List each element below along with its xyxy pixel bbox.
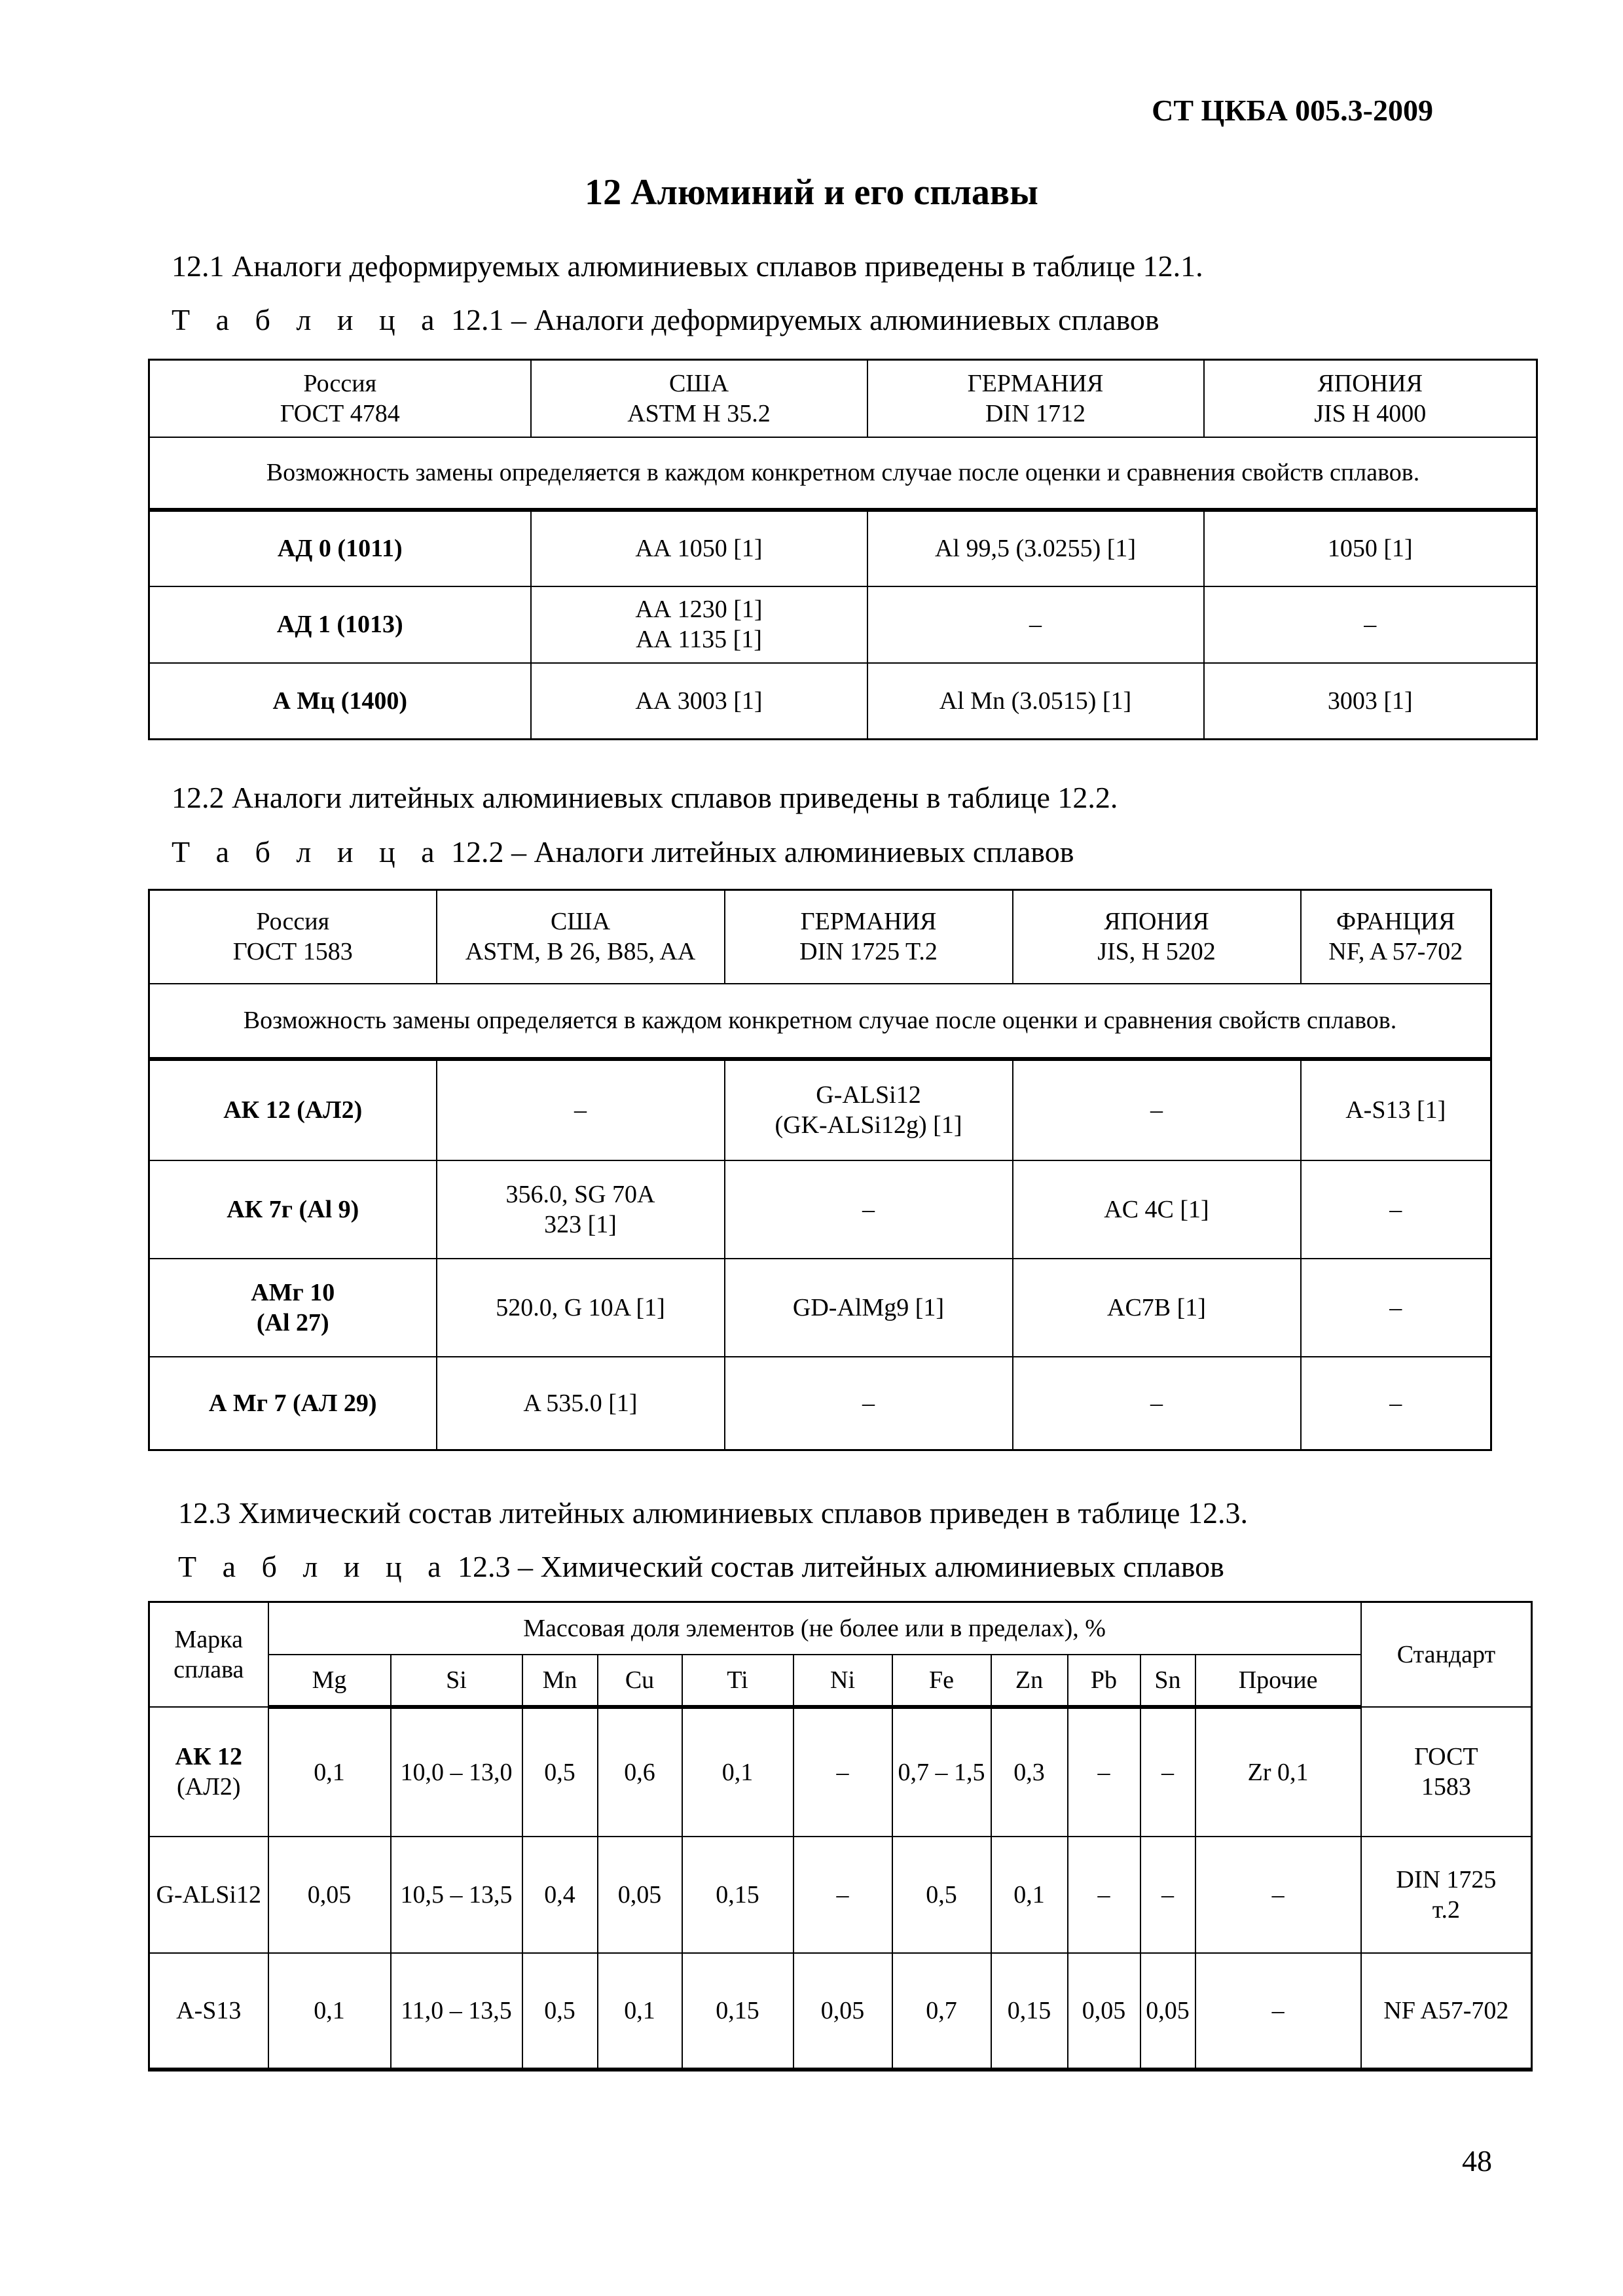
column-header-2 — [867, 360, 1204, 437]
composition-cell: 0,7 – 1,5 — [892, 1707, 991, 1837]
alloy-grade-cell — [149, 663, 531, 740]
alloy-grade-cell — [149, 1953, 268, 2070]
column-header-2 — [725, 890, 1013, 984]
cell-text: ГОСТ 1583 — [232, 938, 353, 966]
grade-header — [149, 1602, 268, 1707]
cell-text: ГЕРМАНИЯ — [800, 908, 937, 936]
composition-cell: 0,1 — [268, 1953, 391, 2070]
cell-text: DIN 1712 — [985, 399, 1086, 427]
cell-text: NF A57-702 — [1383, 1996, 1509, 2024]
composition-cell: 0,1 — [268, 1707, 391, 1837]
alloy-grade-cell — [149, 586, 531, 663]
table-row — [149, 1259, 1491, 1357]
cell-text: A 535.0 [1] — [523, 1389, 638, 1417]
cell-text: АК 12 (АЛ2) — [223, 1096, 363, 1124]
analog-cell — [867, 510, 1204, 586]
element-header: Mn — [522, 1655, 598, 1707]
cell-text: JIS, H 5202 — [1097, 938, 1216, 966]
substitution-note: Возможность замены определяется в каждом конкретном случае после оценки и сравнения свойств сплавов. — [149, 437, 1537, 510]
analog-cell — [1013, 1259, 1301, 1357]
table-row — [149, 586, 1537, 663]
composition-cell: 0,4 — [522, 1837, 598, 1953]
composition-cell: – — [1068, 1837, 1140, 1953]
cell-text: АК 12 — [175, 1742, 242, 1770]
cell-text: АК 7г (Al 9) — [227, 1195, 359, 1223]
cell-text: – — [1150, 1096, 1163, 1124]
table-12-3 — [148, 1601, 1533, 2072]
analog-cell — [1204, 586, 1537, 663]
composition-cell: 0,05 — [268, 1837, 391, 1953]
table-row — [149, 1059, 1491, 1160]
composition-cell: – — [793, 1837, 892, 1953]
composition-cell: 0,3 — [991, 1707, 1068, 1837]
cell-text: Марка — [174, 1625, 243, 1653]
composition-cell: 10,5 – 13,5 — [391, 1837, 522, 1953]
cell-text: т.2 — [1432, 1895, 1461, 1924]
table-row — [149, 663, 1537, 740]
analog-cell — [1204, 663, 1537, 740]
element-header: Pb — [1068, 1655, 1140, 1707]
analog-cell — [1301, 1259, 1491, 1357]
composition-cell: 0,05 — [793, 1953, 892, 2070]
analog-cell — [437, 1160, 725, 1259]
composition-cell: – — [1195, 1953, 1361, 2070]
analog-cell — [437, 1357, 725, 1450]
cell-text: АД 1 (1013) — [276, 611, 403, 638]
composition-cell: 0,15 — [682, 1837, 793, 1953]
alloy-grade-cell — [149, 510, 531, 586]
analog-cell — [1301, 1160, 1491, 1259]
analog-cell — [531, 510, 867, 586]
cell-text: 323 [1] — [544, 1210, 617, 1238]
element-header: Zn — [991, 1655, 1068, 1707]
cell-text: 356.0, SG 70A — [505, 1180, 655, 1208]
analog-cell — [725, 1160, 1013, 1259]
cell-text: – — [1389, 1195, 1402, 1223]
composition-cell: – — [1195, 1837, 1361, 1953]
cell-text: 520.0, G 10A [1] — [496, 1293, 665, 1321]
column-header-1 — [531, 360, 867, 437]
cell-text: сплава — [173, 1655, 244, 1683]
composition-cell: Zr 0,1 — [1195, 1707, 1361, 1837]
cell-text: – — [1389, 1293, 1402, 1321]
table-12-2 — [148, 889, 1492, 1451]
cell-text: G-ALSi12 — [816, 1081, 921, 1109]
cell-text: G-ALSi12 — [156, 1880, 261, 1909]
cell-text: – — [862, 1389, 875, 1417]
table-note-row — [149, 984, 1491, 1059]
cell-text: АА 1135 [1] — [636, 626, 762, 653]
element-header: Si — [391, 1655, 522, 1707]
analog-cell — [867, 586, 1204, 663]
alloy-grade-cell — [149, 1259, 437, 1357]
standard-cell — [1361, 1707, 1532, 1837]
caption-prefix: Т а б л и ц а — [172, 303, 444, 336]
composition-cell: 0,15 — [682, 1953, 793, 2070]
element-header: Ti — [682, 1655, 793, 1707]
composition-cell: 0,1 — [598, 1953, 682, 2070]
cell-text: 1583 — [1421, 1772, 1471, 1801]
column-header-4 — [1301, 890, 1491, 984]
column-header-3 — [1204, 360, 1537, 437]
element-header: Ni — [793, 1655, 892, 1707]
composition-cell: 0,7 — [892, 1953, 991, 2070]
cell-text: ГОСТ 4784 — [280, 399, 400, 427]
substitution-note: Возможность замены определяется в каждом конкретном случае после оценки и сравнения свойств сплавов. — [149, 984, 1491, 1059]
cell-text: – — [1029, 611, 1042, 638]
cell-text: AC 4C [1] — [1104, 1195, 1209, 1223]
element-header: Прочие — [1195, 1655, 1361, 1707]
cell-text: Россия — [303, 369, 377, 397]
paragraph-12-2: 12.2 Аналоги литейных алюминиевых сплавов приведены в таблице 12.2. — [172, 781, 1118, 814]
elements-header-row — [149, 1655, 1532, 1707]
cell-text: ЯПОНИЯ — [1104, 908, 1209, 936]
cell-text: A-S13 — [176, 1996, 242, 2024]
alloy-grade-cell — [149, 1160, 437, 1259]
analog-cell — [725, 1259, 1013, 1357]
composition-cell: – — [1140, 1837, 1195, 1953]
table-12-1 — [148, 359, 1538, 740]
cell-text: АА 1230 [1] — [635, 596, 763, 623]
composition-cell: 0,5 — [522, 1953, 598, 2070]
cell-text: JIS H 4000 — [1314, 399, 1427, 427]
cell-text: A-S13 [1] — [1345, 1096, 1446, 1124]
cell-text: АА 1050 [1] — [635, 535, 763, 562]
composition-cell: 0,05 — [1140, 1953, 1195, 2070]
section-title: 12 Алюминий и его сплавы — [585, 172, 1038, 213]
composition-cell: 0,05 — [1068, 1953, 1140, 2070]
cell-text: А Мц (1400) — [272, 687, 407, 715]
element-header: Sn — [1140, 1655, 1195, 1707]
standard-header: Стандарт — [1361, 1602, 1532, 1707]
cell-text: АМг 10 — [251, 1278, 335, 1306]
cell-text: NF, A 57-702 — [1328, 938, 1463, 966]
caption-text: 12.3 – Химический состав литейных алюминиевых сплавов — [458, 1550, 1224, 1583]
column-header-0 — [149, 360, 531, 437]
table-row — [149, 1837, 1532, 1953]
table-header-row — [149, 360, 1537, 437]
composition-cell: 0,5 — [892, 1837, 991, 1953]
analog-cell — [1301, 1357, 1491, 1450]
cell-text: – — [1364, 611, 1377, 638]
caption-text: 12.2 – Аналоги литейных алюминиевых сплавов — [451, 835, 1074, 869]
mass-fraction-header: Массовая доля элементов (не более или в пределах), % — [268, 1602, 1361, 1655]
document-code: СТ ЦКБА 005.3-2009 — [1152, 94, 1433, 127]
element-header: Mg — [268, 1655, 391, 1707]
cell-text: – — [1150, 1389, 1163, 1417]
cell-text: DIN 1725 T.2 — [799, 938, 938, 966]
cell-text: ГЕРМАНИЯ — [967, 369, 1104, 397]
cell-text: – — [1389, 1389, 1402, 1417]
table-note-row — [149, 437, 1537, 510]
analog-cell — [1013, 1357, 1301, 1450]
table-row — [149, 1160, 1491, 1259]
analog-cell — [531, 663, 867, 740]
composition-cell: 11,0 – 13,5 — [391, 1953, 522, 2070]
caption-prefix: Т а б л и ц а — [172, 835, 444, 869]
cell-text: 3003 [1] — [1327, 687, 1413, 715]
alloy-grade-cell — [149, 1357, 437, 1450]
analog-cell — [1204, 510, 1537, 586]
composition-cell: 0,5 — [522, 1707, 598, 1837]
table-row — [149, 1953, 1532, 2070]
cell-text: (GK-ALSi12g) [1] — [775, 1111, 962, 1139]
analog-cell — [867, 663, 1204, 740]
cell-text: 1050 [1] — [1327, 535, 1413, 562]
cell-text: Al Mn (3.0515) [1] — [939, 687, 1132, 715]
composition-cell: 0,6 — [598, 1707, 682, 1837]
cell-text: Al 99,5 (3.0255) [1] — [934, 535, 1137, 562]
cell-text: АА 3003 [1] — [635, 687, 763, 715]
cell-text: ГОСТ — [1414, 1742, 1478, 1770]
caption-prefix: Т а б л и ц а — [178, 1550, 450, 1583]
table-12-3-caption — [178, 1549, 1224, 1584]
cell-text: АД 0 (1011) — [277, 535, 403, 562]
element-header: Cu — [598, 1655, 682, 1707]
cell-text: AC7B [1] — [1107, 1293, 1206, 1321]
cell-text: GD-AlMg9 [1] — [792, 1293, 945, 1321]
analog-cell — [725, 1357, 1013, 1450]
analog-cell — [437, 1059, 725, 1160]
table-header-row — [149, 1602, 1532, 1655]
paragraph-12-1: 12.1 Аналоги деформируемых алюминиевых сплавов приведены в таблице 12.1. — [172, 249, 1203, 283]
table-12-2-caption — [172, 834, 1074, 869]
analog-cell — [437, 1259, 725, 1357]
cell-text: США — [668, 369, 729, 397]
alloy-grade-cell — [149, 1059, 437, 1160]
analog-cell — [531, 586, 867, 663]
composition-cell: – — [1068, 1707, 1140, 1837]
cell-text: – — [862, 1195, 875, 1223]
composition-cell: – — [1140, 1707, 1195, 1837]
cell-text: А Мг 7 (АЛ 29) — [208, 1389, 377, 1417]
table-row — [149, 1357, 1491, 1450]
cell-text: (АЛ2) — [176, 1772, 241, 1801]
table-header-row — [149, 890, 1491, 984]
table-12-1-caption — [172, 302, 1159, 337]
table-row — [149, 510, 1537, 586]
element-header: Fe — [892, 1655, 991, 1707]
column-header-0 — [149, 890, 437, 984]
alloy-grade-cell — [149, 1707, 268, 1837]
table-row — [149, 1707, 1532, 1837]
analog-cell — [1013, 1059, 1301, 1160]
composition-cell: 0,05 — [598, 1837, 682, 1953]
analog-cell — [1013, 1160, 1301, 1259]
analog-cell — [725, 1059, 1013, 1160]
composition-cell: 10,0 – 13,0 — [391, 1707, 522, 1837]
cell-text: ASTM, B 26, B85, AA — [465, 938, 696, 966]
cell-text: ASTM H 35.2 — [627, 399, 771, 427]
alloy-grade-cell — [149, 1837, 268, 1953]
composition-cell: – — [793, 1707, 892, 1837]
cell-text: DIN 1725 — [1396, 1865, 1497, 1893]
standard-cell — [1361, 1837, 1532, 1953]
cell-text: (Al 27) — [256, 1308, 329, 1336]
column-header-1 — [437, 890, 725, 984]
cell-text: ФРАНЦИЯ — [1336, 908, 1455, 936]
composition-cell: 0,1 — [682, 1707, 793, 1837]
column-header-3 — [1013, 890, 1301, 984]
caption-text: 12.1 – Аналоги деформируемых алюминиевых сплавов — [451, 303, 1159, 336]
cell-text: – — [574, 1096, 587, 1124]
composition-cell: 0,1 — [991, 1837, 1068, 1953]
paragraph-12-3: 12.3 Химический состав литейных алюминиевых сплавов приведен в таблице 12.3. — [178, 1496, 1248, 1530]
cell-text: Россия — [256, 908, 330, 936]
composition-cell: 0,15 — [991, 1953, 1068, 2070]
cell-text: США — [550, 908, 611, 936]
analog-cell — [1301, 1059, 1491, 1160]
page-number: 48 — [1462, 2144, 1492, 2178]
standard-cell — [1361, 1953, 1532, 2070]
cell-text: ЯПОНИЯ — [1317, 369, 1423, 397]
